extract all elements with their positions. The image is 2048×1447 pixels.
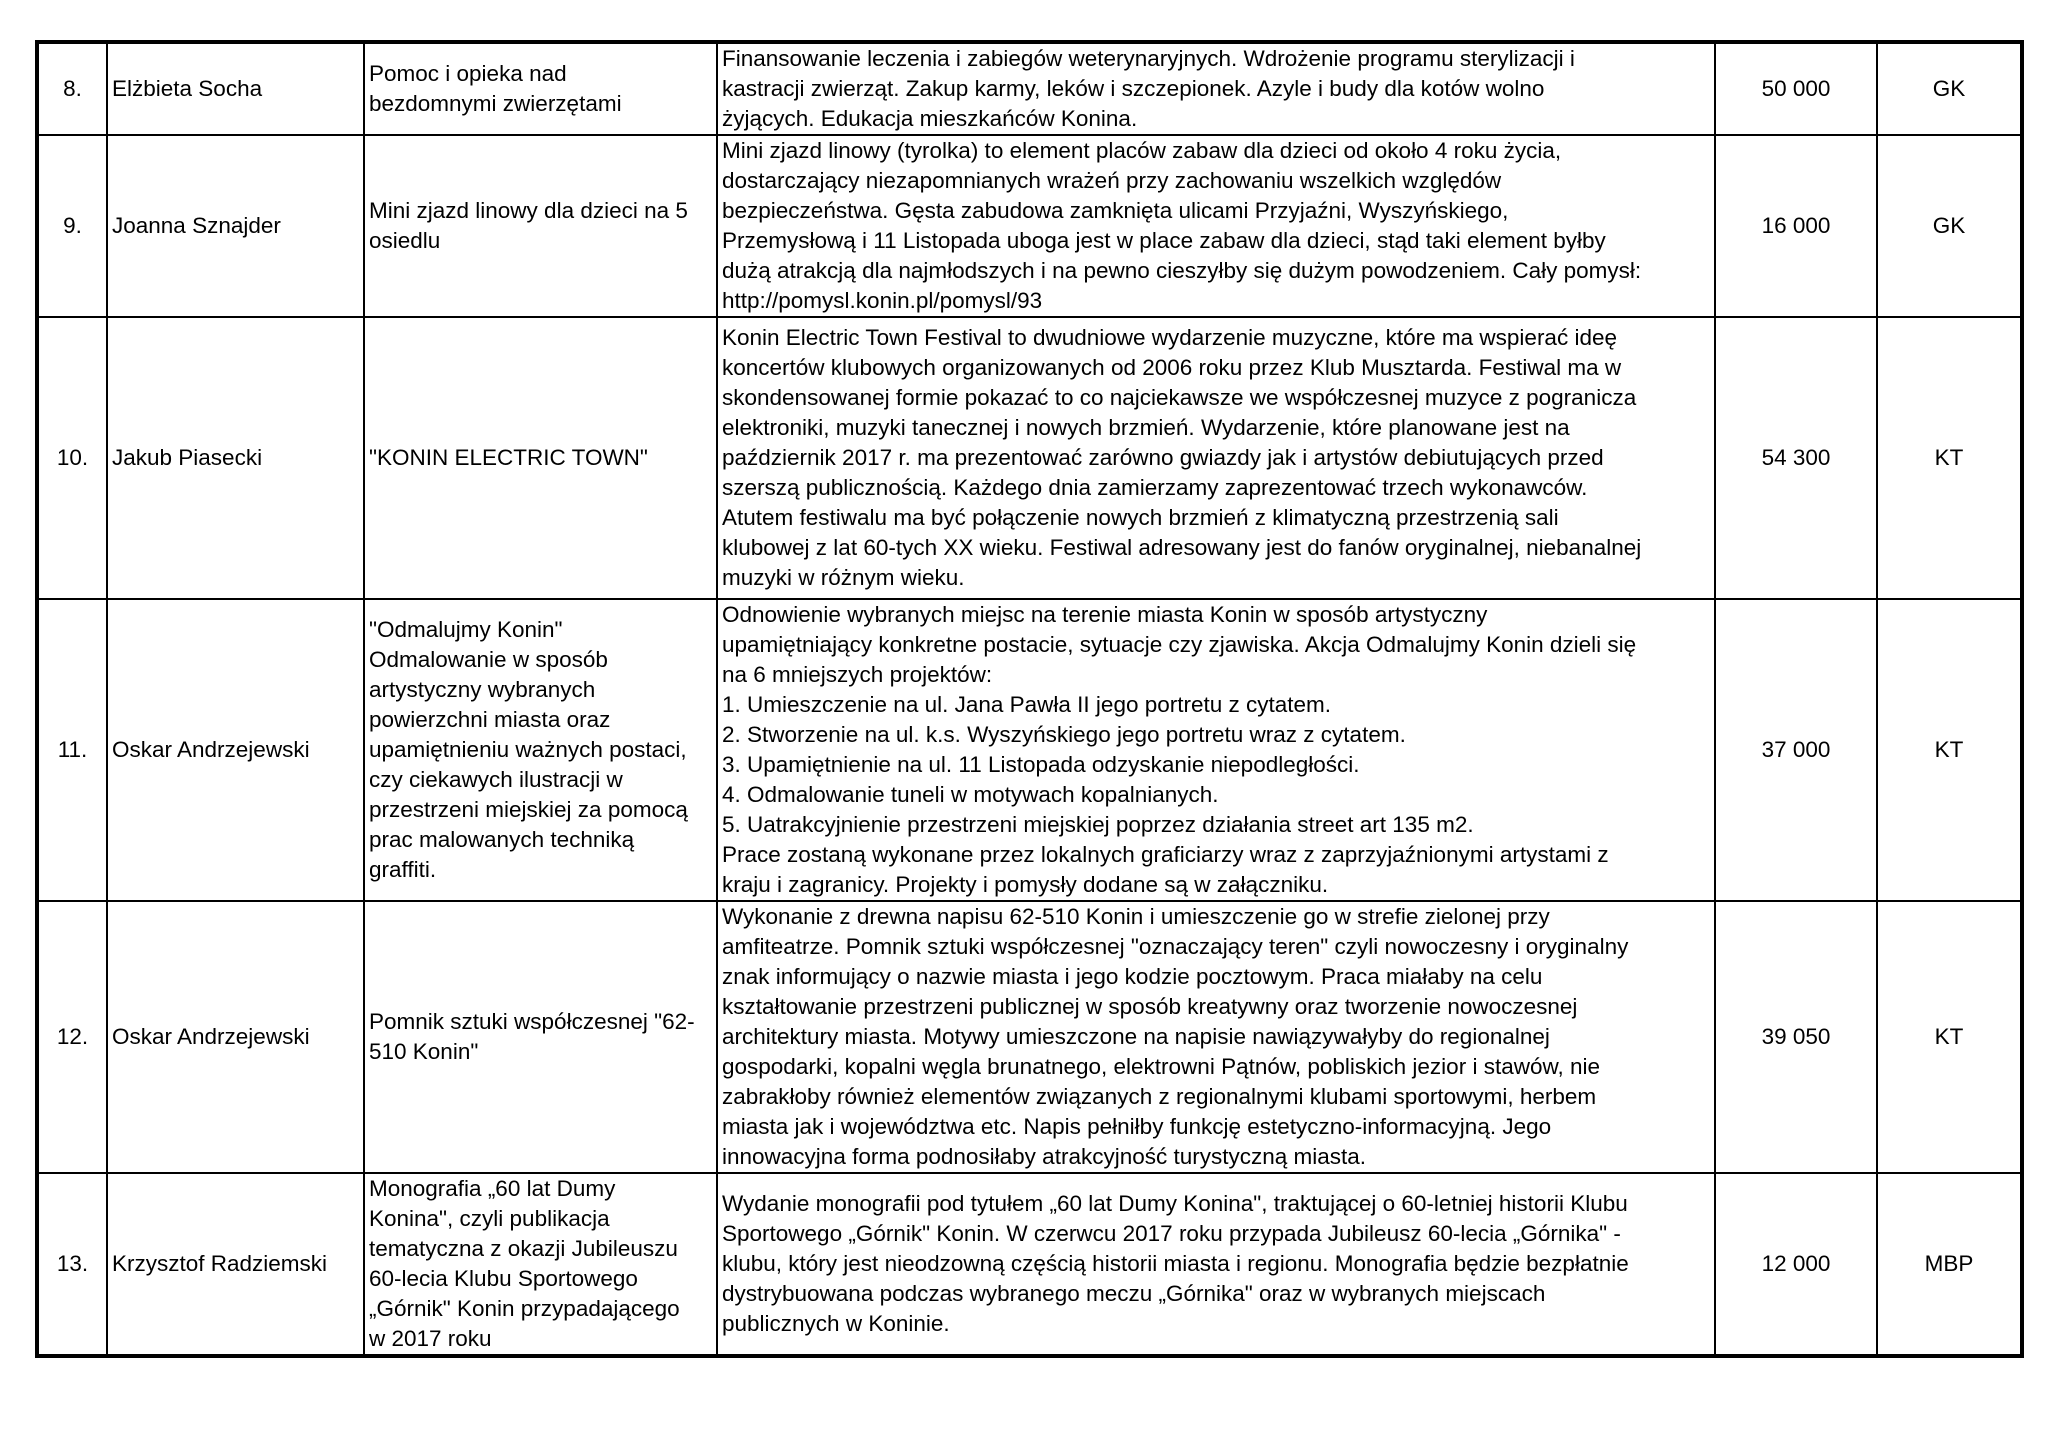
unit-code: KT — [1877, 317, 2022, 599]
project-amount: 37 000 — [1715, 599, 1877, 901]
row-number: 11. — [37, 599, 107, 901]
project-title: Pomnik sztuki współczesnej "62- 510 Konin" — [364, 901, 717, 1173]
unit-code: GK — [1877, 135, 2022, 317]
row-number: 13. — [37, 1173, 107, 1356]
project-description: Wykonanie z drewna napisu 62-510 Konin i umieszczenie go w strefie zielonej przy amfiteatrze. Pomnik sztuki współczesnej "oznaczający teren" czyli nowoczesny i oryginalny znak informujący o nazwie miasta i jego kodzie pocztowym. Praca miałaby na celu kształtowanie przestrzeni publicznej w sposób kreatywny oraz tworzenie nowoczesnej architektury miasta. Motywy umieszczone na napisie nawiązywałyby do regionalnej gospodarki, kopalni węgla brunatnego, elektrowni Pątnów, pobliskich jezior i stawów, nie zabrakłoby również elementów związanych z regionalnymi klubami sportowymi, herbem miasta jak i województwa etc. Napis pełniłby funkcję estetyczno-informacyjną. Jego innowacyjna forma podnosiłaby atrakcyjność turystyczną miasta. — [717, 901, 1715, 1173]
project-description: Konin Electric Town Festival to dwudniowe wydarzenie muzyczne, które ma wspierać ideę koncertów klubowych organizowanych od 2006 roku przez Klub Musztarda. Festiwal ma w skondensowanej formie pokazać to co najciekawsze we współczesnej muzyce z pogranicza elektroniki, muzyki tanecznej i nowych brzmień. Wydarzenie, które planowane jest na październik 2017 r. ma prezentować zarówno gwiazdy jak i artystów debiutujących przed szerszą publicznością. Każdego dnia zamierzamy zaprezentować trzech wykonawców. Atutem festiwalu ma być połączenie nowych brzmień z klimatyczną przestrzenią sali klubowej z lat 60-tych XX wieku. Festiwal adresowany jest do fanów oryginalnej, niebanalnej muzyki w różnym wieku. — [717, 317, 1715, 599]
row-number: 8. — [37, 42, 107, 135]
table-row — [37, 1173, 2022, 1356]
unit-code: MBP — [1877, 1173, 2022, 1356]
project-amount: 54 300 — [1715, 317, 1877, 599]
table-row — [37, 135, 2022, 317]
applicant-name: Oskar Andrzejewski — [107, 599, 364, 901]
project-title: Pomoc i opieka nad bezdomnymi zwierzętami — [364, 42, 717, 135]
project-amount: 39 050 — [1715, 901, 1877, 1173]
row-number: 9. — [37, 135, 107, 317]
row-number: 10. — [37, 317, 107, 599]
project-description: Mini zjazd linowy (tyrolka) to element placów zabaw dla dzieci od około 4 roku życia, dostarczający niezapomnianych wrażeń przy zachowaniu wszelkich względów bezpieczeństwa. Gęsta zabudowa zamknięta ulicami Przyjaźni, Wyszyńskiego, Przemysłową i 11 Listopada uboga jest w place zabaw dla dzieci, stąd taki element byłby dużą atrakcją dla najmłodszych i na pewno cieszyłby się dużym powodzeniem. Cały pomysł: http://pomysl.konin.pl/pomysl/93 — [717, 135, 1715, 317]
project-description: Wydanie monografii pod tytułem „60 lat Dumy Konina", traktującej o 60-letniej historii Klubu Sportowego „Górnik" Konin. W czerwcu 2017 roku przypada Jubileusz 60-lecia „Górnika" - klubu, który jest nieodzowną częścią historii miasta i regionu. Monografia będzie bezpłatnie dystrybuowana podczas wybranego meczu „Górnika" oraz w wybranych miejscach publicznych w Koninie. — [717, 1173, 1715, 1356]
table-row — [37, 599, 2022, 901]
unit-code: KT — [1877, 901, 2022, 1173]
table-row — [37, 42, 2022, 135]
applicant-name: Krzysztof Radziemski — [107, 1173, 364, 1356]
project-title: Monografia „60 lat Dumy Konina", czyli publikacja tematyczna z okazji Jubileuszu 60-lecia Klubu Sportowego „Górnik" Konin przypadającego w 2017 roku — [364, 1173, 717, 1356]
applicant-name: Elżbieta Socha — [107, 42, 364, 135]
project-amount: 50 000 — [1715, 42, 1877, 135]
table-row — [37, 901, 2022, 1173]
project-description: Odnowienie wybranych miejsc na terenie miasta Konin w sposób artystyczny upamiętniający konkretne postacie, sytuacje czy zjawiska. Akcja Odmalujmy Konin dzieli się na 6 mniejszych projektów: 1. Umieszczenie na ul. Jana Pawła II jego portretu z cytatem. 2. Stworzenie na ul. k.s. Wyszyńskiego jego portretu wraz z cytatem. 3. Upamiętnienie na ul. 11 Listopada odzyskanie niepodległości. 4. Odmalowanie tuneli w motywach kopalnianych. 5. Uatrakcyjnienie przestrzeni miejskiej poprzez działania street art 135 m2. Prace zostaną wykonane przez lokalnych graficiarzy wraz z zaprzyjaźnionymi artystami z kraju i zagranicy. Projekty i pomysły dodane są w załączniku. — [717, 599, 1715, 901]
project-title: "KONIN ELECTRIC TOWN" — [364, 317, 717, 599]
applicant-name: Oskar Andrzejewski — [107, 901, 364, 1173]
applicant-name: Jakub Piasecki — [107, 317, 364, 599]
unit-code: GK — [1877, 42, 2022, 135]
project-amount: 16 000 — [1715, 135, 1877, 317]
applicant-name: Joanna Sznajder — [107, 135, 364, 317]
project-amount: 12 000 — [1715, 1173, 1877, 1356]
project-title: "Odmalujmy Konin" Odmalowanie w sposób artystyczny wybranych powierzchni miasta oraz upamiętnieniu ważnych postaci, czy ciekawych ilustracji w przestrzeni miejskiej za pomocą prac malowanych techniką graffiti. — [364, 599, 717, 901]
project-description: Finansowanie leczenia i zabiegów weterynaryjnych. Wdrożenie programu sterylizacji i kastracji zwierząt. Zakup karmy, leków i szczepionek. Azyle i budy dla kotów wolno żyjących. Edukacja mieszkańców Konina. — [717, 42, 1715, 135]
table-row — [37, 317, 2022, 599]
row-number: 12. — [37, 901, 107, 1173]
projects-table — [35, 40, 2024, 1358]
unit-code: KT — [1877, 599, 2022, 901]
project-title: Mini zjazd linowy dla dzieci na 5 osiedlu — [364, 135, 717, 317]
